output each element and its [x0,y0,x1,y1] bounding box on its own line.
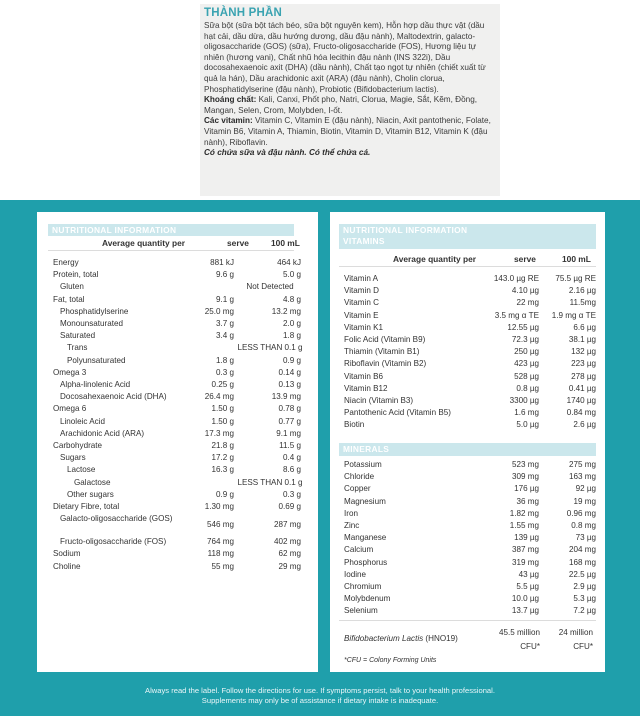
row-value-100ml: 223 µg [571,359,596,369]
row-value-serve: 4.10 µg [511,286,539,296]
row-label: Galactose [74,477,111,487]
row-label: Iodine [344,569,367,579]
minerals-heading: MINERALS [339,443,596,456]
row-value-serve: 13.7 µg [511,606,539,616]
row-value-serve: 319 mg [512,557,539,567]
table-row [53,318,303,330]
row-value-100ml: 75.5 µg RE [555,274,596,283]
col-serve-label-right: serve [514,254,536,264]
table-row [344,593,596,605]
row-value-100ml: 402 mg [274,537,301,547]
row-value-serve: 10.0 µg [511,594,539,604]
row-value-100ml: 287 mg [274,520,301,530]
col-serve-label: serve [227,238,249,248]
row-label: Magnesium [344,496,386,506]
row-value-serve: 12.55 µg [507,322,539,332]
row-value-100ml: 13.2 mg [271,306,301,316]
row-value-serve: 118 mg [207,549,234,559]
row-value-100ml: 11.5 g [279,441,301,450]
table-row [344,471,596,483]
row-label: Vitamin K1 [344,322,383,332]
row-value-serve: 881 kJ [210,258,234,267]
table-row [344,605,596,617]
row-value-serve: 528 µg [514,371,539,381]
row-label: Vitamin E [344,310,379,320]
row-label: Arachidonic Acid (ARA) [60,428,145,438]
row-value-100ml: 6.6 µg [573,322,596,332]
row-value-serve: 9.6 g [215,270,234,280]
row-label: Vitamin B12 [344,383,388,393]
minerals-label: Khoáng chất: [204,95,257,105]
row-label: Saturated [60,331,96,341]
row-value-100ml: 13.9 mg [271,392,301,402]
vitamins-label: Các vitamin: [204,116,253,126]
row-value-100ml: 5.0 g [282,270,301,280]
row-value-serve: 764 mg [207,537,234,547]
ingredients-block [200,4,500,196]
table-row [53,536,303,548]
row-label: Carbohydrate [53,441,103,450]
table-row [53,391,303,403]
row-value-100ml: 204 mg [569,545,596,555]
disclaimer-footer [0,686,640,706]
row-value-serve: 3.4 g [215,331,234,341]
row-label: Fructo-oligosaccharide (FOS) [60,537,167,547]
row-label: Choline [53,561,81,571]
row-value-serve: 1.30 mg [204,502,234,511]
row-value-serve: 1.50 g [211,416,234,426]
table-row [53,513,303,537]
table-row [344,581,596,593]
row-value-serve: 1.8 g [215,355,234,365]
row-value-serve: 9.1 g [215,294,234,304]
row-label: Vitamin D [344,286,379,296]
row-value-100ml: 19 mg [573,496,596,506]
ingredients-paragraph: Sữa bột (sữa bột tách béo, sữa bột nguyên kem), Hỗn hợp dầu thực vật (dầu hạt cải, dầu dừa, dầu hướng dương, dầu đậu nành), Maltodextrin, galacto-oligosaccharide (GOS) (sữa), Fructo-oligosaccharide (FOS), Hương liệu tự nhiên (hương vani), Chất nhũ hóa lecithin đậu nành (INS 322i), Dầu docosahexaenoic axit (DHA) (dầu nành), Chất tạo ngọt tự nhiên (chiết xuất từ quả la hán), Dầu arachidonic axit (ARA) (đậu nành), Cholin clorua, Phosphatidylserine (đậu nành), Probiotic (Bifidobacterium lactis). [204,21,486,94]
row-value-serve: 26.4 mg [204,392,234,402]
table-row [53,489,303,501]
table-row [344,569,596,581]
row-value-serve: 36 mg [516,496,539,506]
row-value-100ml: 275 mg [569,460,596,469]
row-label: Molybdenum [344,594,391,604]
row-label: Omega 6 [53,404,87,414]
table-row [344,371,596,383]
row-value-serve: 5.5 µg [516,582,539,591]
nutrition-panel-right [330,212,605,672]
table-row [344,407,596,419]
table-row [344,297,596,309]
row-label: Galacto-oligosaccharide (GOS) [60,514,173,524]
cfu-footnote: *CFU = Colony Forming Units [344,657,437,664]
row-value-serve: 21.8 g [211,441,234,450]
row-label: Copper [344,484,371,494]
row-label: Folic Acid (Vitamin B9) [344,335,426,344]
row-value-100ml: 0.13 g [278,380,301,389]
row-value-100ml: 92 µg [575,484,596,494]
table-row [344,544,596,556]
row-value-serve: 43 µg [518,569,539,579]
row-label: Niacin (Vitamin B3) [344,396,414,405]
ingredients-minerals [204,95,496,116]
ingredients-title: THÀNH PHẦN [204,7,283,19]
row-value-serve: 0.8 µg [516,383,539,393]
row-label: Riboflavin (Vitamin B2) [344,359,427,369]
row-value-100ml: 2.16 µg [568,286,596,296]
table-row [53,257,303,269]
row-value-serve: 72.3 µg [511,335,539,344]
row-label: Pantothenic Acid (Vitamin B5) [344,408,451,418]
row-value-100ml: 22.5 µg [568,569,596,579]
row-value-serve: 0.9 g [215,489,234,499]
row-value-100ml: 0.14 g [278,367,301,377]
row-label: Docosahexaenoic Acid (DHA) [60,392,167,402]
row-value-serve: 3.5 mg α TE [494,310,539,320]
row-label: Chromium [344,582,382,591]
row-label: Sodium [53,549,81,559]
row-value-100ml: 132 µg [571,347,596,357]
row-value-serve: 55 mg [211,561,234,571]
row-value-100ml: 9.1 mg [276,428,301,438]
col-100ml-label-right: 100 mL [562,254,591,264]
table-row [344,383,596,395]
row-value-serve: 176 µg [514,484,539,494]
row-label: Gluten [60,282,84,292]
row-label: Thiamin (Vitamin B1) [344,347,420,357]
table-row [53,440,303,452]
row-value-100ml: 7.2 µg [573,606,596,616]
row-label: Manganese [344,533,387,543]
row-label: Linoleic Acid [60,416,105,426]
table-row [53,367,303,379]
row-value-100ml: 1.8 g [282,331,301,341]
row-value-100ml: 2.0 g [282,319,301,328]
table-row [344,483,596,495]
table-row [344,532,596,544]
row-value-serve: 387 mg [512,545,539,555]
row-value-serve: 5.0 µg [516,420,539,430]
vitamins-heading: NUTRITIONAL INFORMATION VITAMINS [339,224,596,249]
row-value-serve: 1.6 mg [514,408,539,418]
probiotic-per100: 24 million CFU* [558,628,593,651]
disclaimer-line-1: Always read the label. Follow the directions for use. If symptoms persist, talk to your health professional. [145,686,495,695]
row-label: Other sugars [67,489,114,499]
row-value-100ml: 0.96 mg [566,508,596,518]
table-row [344,322,596,334]
table-row [53,464,303,476]
ingredients-text [204,21,496,159]
minerals-text: Kali, Canxi, Phốt pho, Natri, Clorua, Magie, Sắt, Kẽm, Đồng, Mangan, Selen, Crom, Molybden, I-ốt. [204,95,478,115]
row-label: Vitamin B6 [344,371,383,381]
row-value-serve: 1.50 g [211,404,234,414]
row-value-serve: 17.3 mg [204,428,234,438]
ingredients-vitamins [204,116,496,148]
row-value-serve: 523 mg [512,460,539,469]
row-value-100ml: 73 µg [575,533,596,543]
row-value-100ml: 168 mg [569,557,596,567]
row-label: Zinc [344,521,360,530]
row-value-100ml: 464 kJ [277,258,301,267]
row-value-100ml: 62 mg [278,549,301,559]
header-divider-right [339,266,596,267]
row-label: Potassium [344,460,382,469]
row-value-100ml: 38.1 µg [568,335,596,344]
row-value-100ml: 0.4 g [282,453,301,463]
row-value-100ml: 0.9 g [282,355,301,365]
row-value-serve: 0.3 g [215,367,234,377]
table-row [53,355,303,367]
row-value-serve: 1.55 mg [509,521,539,530]
row-value-serve: 250 µg [514,347,539,357]
row-value-serve: 3.7 g [215,319,234,328]
table-row [53,548,303,560]
row-value-100ml: 2.6 µg [573,420,596,430]
row-value-serve: 423 µg [514,359,539,369]
row-value-100ml: 8.6 g [282,465,301,475]
row-label: Fat, total [53,294,85,304]
probiotic-serve: 45.5 million CFU* [499,628,540,651]
table-row [53,379,303,391]
table-row [344,520,596,532]
row-label: Dietary Fibre, total [53,502,120,511]
row-value-100ml: 11.5mg [569,298,596,308]
table-row [344,346,596,358]
table-row [53,561,303,573]
table-row [53,452,303,464]
row-label: Alpha-linolenic Acid [60,380,131,389]
table-row [344,459,596,471]
row-value-serve: 0.25 g [211,380,234,389]
table-row [53,342,303,354]
row-label: Phosphorus [344,557,388,567]
row-label: Trans [67,343,88,353]
table-row [344,285,596,297]
row-label: Polyunsaturated [67,355,126,365]
table-row [344,508,596,520]
row-label: Calcium [344,545,374,555]
row-label: Protein, total [53,270,99,280]
table-row [53,294,303,306]
row-value-serve: 143.0 µg RE [493,274,539,283]
probiotic-divider [339,620,596,621]
row-value-100ml: 0.8 mg [571,521,596,530]
row-value-100ml: 4.8 g [282,294,301,304]
row-value-serve: 22 mg [516,298,539,308]
table-row [344,334,596,346]
col-average-label: Average quantity per [102,238,185,248]
row-value-serve: 309 mg [512,472,539,482]
table-row [344,358,596,370]
table-row [344,273,596,285]
row-value-combined: LESS THAN 0.1 g [237,477,303,487]
table-row [344,310,596,322]
table-row [53,281,303,293]
col-average-label-right: Average quantity per [393,254,476,264]
row-label: Phosphatidylserine [60,306,129,316]
table-row [53,403,303,415]
row-label: Biotin [344,420,365,430]
col-100ml-label: 100 mL [271,238,300,248]
row-value-100ml: 0.3 g [282,489,301,499]
row-label: Iron [344,508,358,518]
row-label: Monounsaturated [60,319,123,328]
row-value-100ml: 0.84 mg [566,408,596,418]
row-value-100ml: 5.3 µg [573,594,596,604]
nutrition-panel-left [37,212,318,672]
row-value-100ml: 278 µg [571,371,596,381]
table-row [53,416,303,428]
row-label: Selenium [344,606,378,616]
table-row [344,496,596,508]
row-label: Energy [53,258,79,267]
row-value-100ml: 2.9 µg [573,582,596,591]
table-row [344,395,596,407]
table-row [344,557,596,569]
table-row [53,428,303,440]
header-divider [48,250,294,251]
row-label: Chloride [344,472,375,482]
row-label: Omega 3 [53,367,87,377]
row-value-serve: 139 µg [514,533,539,543]
row-value-combined: Not Detected [246,282,294,292]
table-row [53,269,303,281]
probiotic-label: Bifidobacterium Lactis (HNO19) [344,634,458,643]
disclaimer-line-2: Supplements may only be of assistance if dietary intake is inadequate. [201,696,439,705]
row-value-100ml: 1740 µg [566,396,596,405]
nutrition-heading: NUTRITIONAL INFORMATION [48,224,294,236]
row-value-serve: 1.82 mg [509,508,539,518]
row-value-serve: 16.3 g [211,465,234,475]
table-row [344,419,596,431]
row-value-100ml: 0.77 g [278,416,301,426]
table-row [53,477,303,489]
row-value-100ml: 163 mg [569,472,596,482]
row-value-100ml: 0.69 g [278,502,301,511]
row-value-serve: 25.0 mg [204,306,234,316]
row-value-serve: 17.2 g [211,453,234,463]
table-row [53,501,303,513]
row-label: Sugars [60,453,86,463]
row-label: Vitamin A [344,274,379,283]
row-value-100ml: 0.41 µg [568,383,596,393]
table-row [53,330,303,342]
vitamins-text: Vitamin C, Vitamin E (đậu nành), Niacin, Axit pantothenic, Folate, Vitamin B6, Vitamin A, Thiamin, Biotin, Vitamin D, Vitamin B12, Vitamin K (đậu nành), Riboflavin. [204,116,491,147]
row-value-100ml: 29 mg [278,561,301,571]
row-value-100ml: 1.9 mg α TE [551,310,596,320]
row-label: Lactose [67,465,96,475]
row-value-100ml: 0.78 g [278,404,301,414]
row-value-combined: LESS THAN 0.1 g [237,343,303,353]
row-label: Vitamin C [344,298,379,308]
allergen-statement: Có chứa sữa và đậu nành. Có thể chứa cá. [204,148,371,158]
table-row [53,306,303,318]
row-value-serve: 546 mg [207,520,234,530]
row-value-serve: 3300 µg [509,396,539,405]
